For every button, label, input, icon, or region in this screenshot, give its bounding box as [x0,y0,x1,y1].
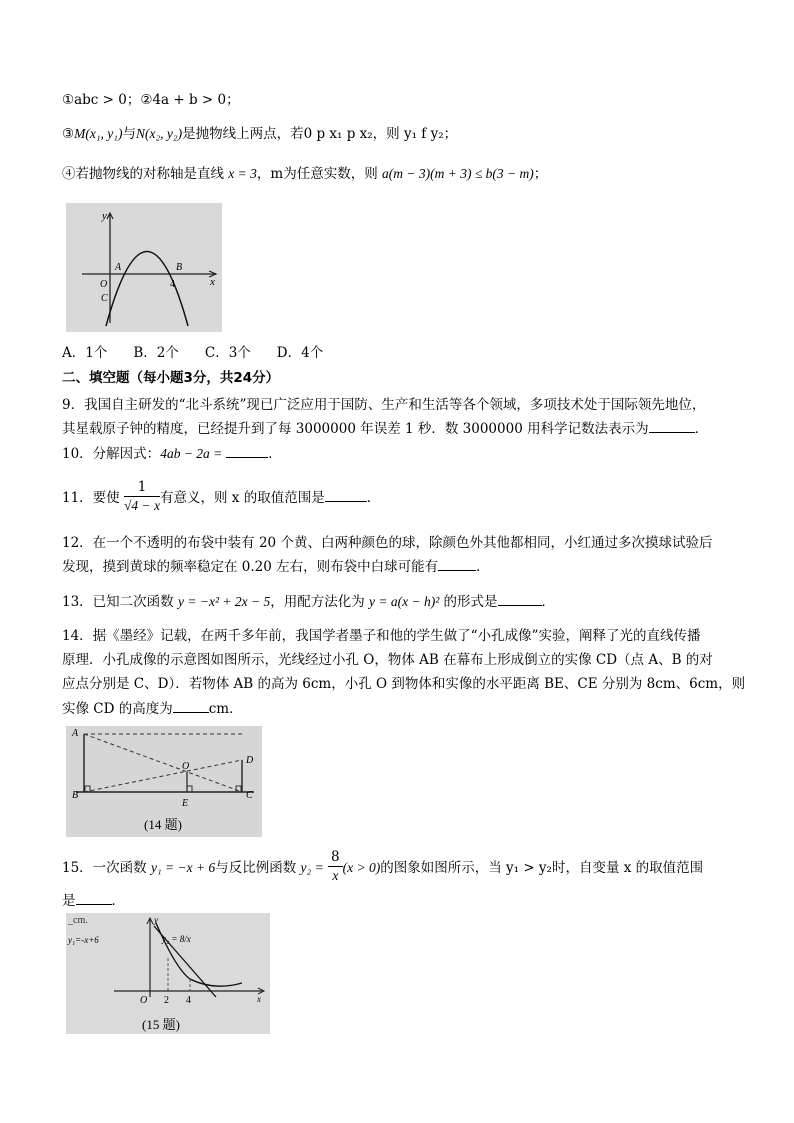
q11-numerator: 1 [124,479,160,497]
q14-answer-blank[interactable] [173,698,209,713]
axis-equation: x = 3 [228,166,257,181]
point-m: M(x₁, y₁) [74,126,123,141]
q15-condition: (x > 0) [342,860,381,875]
q11-fraction [124,479,160,514]
q11-end: ． [366,490,381,506]
point-n: N(x₂, y₂) [135,126,183,141]
q15-reciprocal-lhs: y₂ = [300,860,324,875]
q11 [62,478,380,518]
label-c: C [246,790,253,801]
label-y2: y₂ = 8/x [162,934,191,944]
tick-4-label: 4 [170,279,175,290]
q13-prefix: 13．已知二次函数 [62,594,178,610]
q9-end: ． [694,421,709,437]
q11-denominator: √4 − x [123,498,160,513]
q12-line2 [62,556,490,577]
q11-answer-blank[interactable] [325,487,367,502]
statement-4 [62,164,547,184]
statement-1-2-text: ①abc > 0；②4a + b > 0； [62,92,240,108]
origin-label: O [140,995,148,1006]
q15-line2-text: 是 [62,893,76,909]
q15-numerator: 8 [328,849,343,867]
option-b: B．2个 [133,345,179,361]
tick-4-label: 4 [186,995,191,1006]
statement-3-prefix: ③ [62,126,75,142]
statement-3-mid1: 与 [122,126,136,142]
q9-line1: 9．我国自主研发的“北斗系统”现已广泛应用于国防、生产和生活等各个领域，多项技术处于国际领先地位， [62,397,706,413]
label-d: D [246,755,254,766]
label-e: E [182,798,189,809]
q12-answer-blank[interactable] [438,556,476,571]
y-label: y [102,210,107,222]
x-label: x [257,994,261,1004]
q14-line4-text: 实像 CD 的高度为 [62,701,173,717]
point-a-label: A [115,262,122,273]
corner-fragment: _cm. [68,915,88,926]
q14-end: cm． [208,701,243,717]
q13-function: y = −x² + 2x − 5 [177,594,271,609]
label-y1: y₁=-x+6 [68,935,99,945]
tick-2-label: 2 [164,995,169,1006]
q13-end: ． [541,594,556,610]
q10-end: ． [268,446,282,462]
section-heading: 二、填空题（每小题3分，共24分） [62,370,280,386]
statement-1-2 [62,90,240,110]
q15-rest: 的图象如图所示，当 y₁ > y₂时，自变量 x 的取值范围 [380,860,704,876]
q15-answer-blank[interactable] [76,890,112,905]
q10 [62,443,282,464]
q13 [62,591,555,612]
option-a: A．1个 [62,345,108,361]
q13-answer-blank[interactable] [498,591,542,606]
label-b: B [72,790,79,801]
q12-line1: 12．在一个不透明的布袋中装有 20 个黄、白两种颜色的球，除颜色外其他都相同，小红通过多次摸球试验后 [62,535,713,551]
q15-end: ． [111,893,125,909]
figure-15-caption: (15 题) [142,1017,180,1032]
origin-label: O [100,279,108,290]
statement-3 [62,124,457,144]
q15-linear-function: y₁ = −x + 6 [150,860,216,875]
q15-prefix: 15．一次函数 [62,860,151,876]
statement-4-mid: ，m为任意实数，则 [256,166,382,182]
q12-end: ． [476,559,490,575]
q9-line2 [62,418,708,439]
q11-prefix: 11．要使 [62,490,120,506]
q10-expression: 4ab − 2a = [160,446,223,461]
statement-3-rest: 是抛物线上两点，若0 p x₁ p x₂，则 y₁ f y₂； [182,126,458,142]
inequality: a(m − 3)(m + 3) ≤ b(3 − m) [382,166,534,181]
label-a: A [72,728,79,739]
figure-14-caption: (14 题) [144,817,182,832]
q13-vertex-form: y = a(x − h)² [369,594,440,609]
q9-answer-blank[interactable] [649,418,695,433]
q10-answer-blank[interactable] [226,443,268,458]
function-graph-figure [66,913,270,1034]
point-b-label: B [176,262,183,273]
option-d: D．4个 [276,345,324,361]
q15-line1 [62,848,703,888]
q15-denominator: x [332,868,339,883]
x-label: x [210,276,215,288]
q15-line2 [62,890,125,911]
q10-prefix: 10．分解因式： [62,446,161,462]
label-o: O [182,761,190,772]
q13-mid: ，用配方法化为 [270,594,369,610]
q11-mid: 有意义，则 x 的取值范围是 [160,490,325,506]
q9-line2-text: 其星载原子钟的精度，已经提升到了每 3000000 年误差 1 秒．数 3000000 用科学记数法表示为 [62,421,649,437]
q14-line1: 14．据《墨经》记载，在两千多年前，我国学者墨子和他的学生做了“小孔成像”实验，阐释了光的直线传播 [62,628,701,644]
q15-fraction [328,849,343,884]
q15-mid: 与反比例函数 [215,860,301,876]
statement-4-end: ； [533,166,548,182]
parabola-figure [66,203,222,332]
q14-line3: 应点分别是 C、D）．若物体 AB 的高为 6cm，小孔 O 到物体和实像的水平距离 BE、CE 分别为 8cm、6cm，则 [62,676,746,692]
q14-line4 [62,698,243,719]
statement-4-prefix: ④若抛物线的对称轴是直线 [62,166,229,182]
q12-line2-text: 发现，摸到黄球的频率稳定在 0.20 左右，则布袋中白球可能有 [62,559,439,575]
point-c-label: C [101,293,108,304]
choice-options [62,343,349,363]
y-label: y [154,915,158,925]
q13-post: 的形式是 [439,594,498,610]
q14-line2: 原理．小孔成像的示意图如图所示，光线经过小孔 O，物体 AB 在幕布上形成倒立的实像 CD（点 A、B 的对 [62,652,713,668]
pinhole-figure [66,726,262,837]
option-c: C．3个 [204,345,251,361]
